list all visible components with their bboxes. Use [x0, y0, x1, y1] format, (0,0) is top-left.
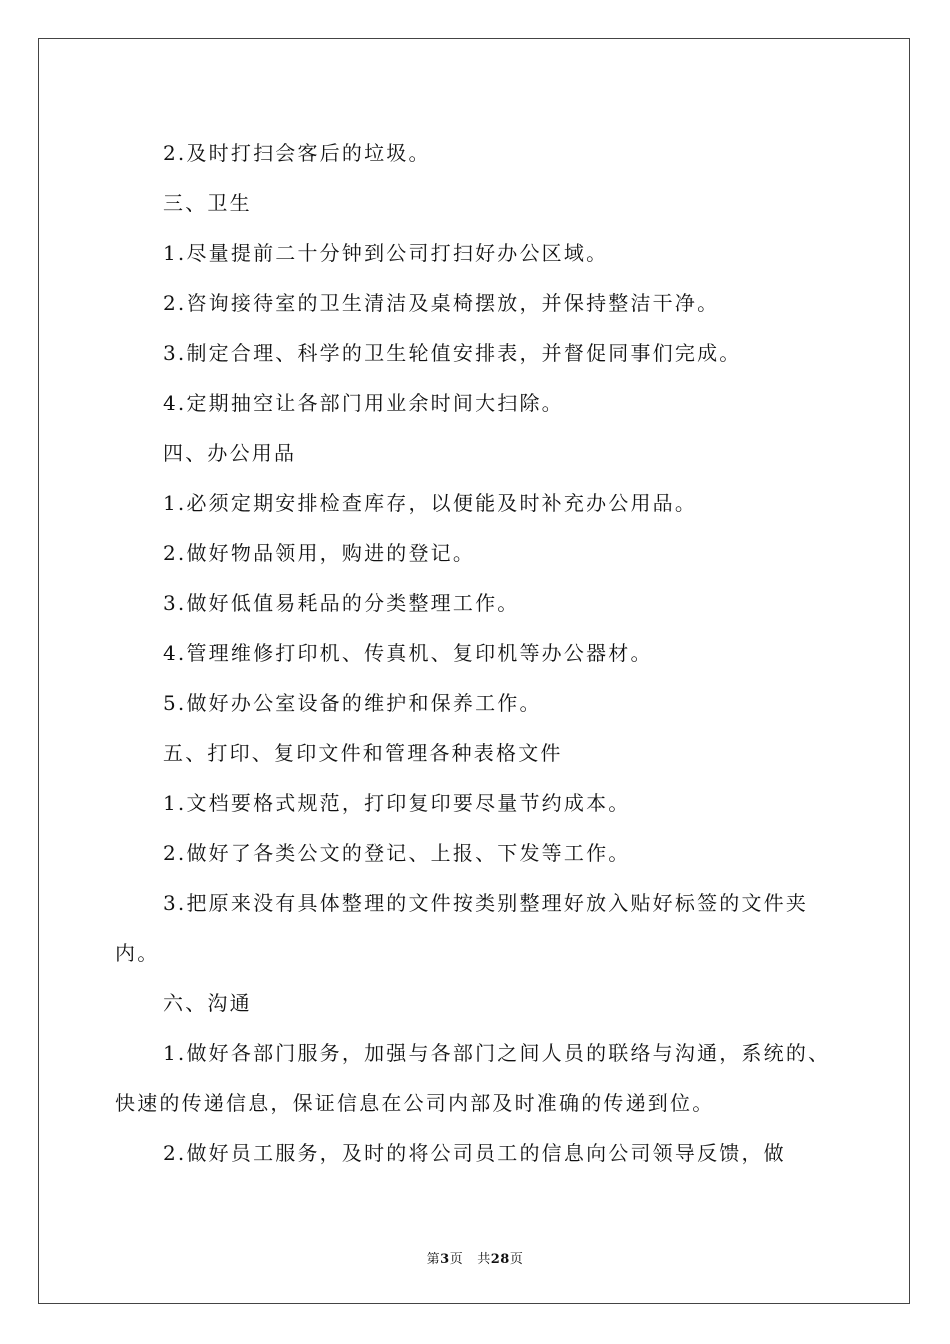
paragraph: 5.做好办公室设备的维护和保养工作。	[163, 691, 542, 715]
document-body	[115, 128, 835, 1178]
paragraph: 4.定期抽空让各部门用业余时间大扫除。	[163, 391, 564, 415]
paragraph: 1.尽量提前二十分钟到公司打扫好办公区域。	[163, 241, 609, 265]
paragraph: 4.管理维修打印机、传真机、复印机等办公器材。	[163, 641, 653, 665]
paragraph: 1.文档要格式规范，打印复印要尽量节约成本。	[163, 791, 631, 815]
paragraph: 1.做好各部门服务，加强与各部门之间人员的联络与沟通，系统的、快速的传递信息，保证信息在公司内部及时准确的传递到位。	[115, 1041, 831, 1115]
page-number-prefix: 第	[426, 1252, 441, 1267]
paragraph: 2.做好了各类公文的登记、上报、下发等工作。	[163, 841, 631, 865]
paragraph: 2.咨询接待室的卫生清洁及桌椅摆放，并保持整洁干净。	[163, 291, 720, 315]
page-number-suffix: 页	[449, 1252, 464, 1267]
section-heading: 五、打印、复印文件和管理各种表格文件	[163, 741, 563, 765]
paragraph: 3.做好低值易耗品的分类整理工作。	[163, 591, 520, 615]
paragraph: 3.把原来没有具体整理的文件按类别整理好放入贴好标签的文件夹内。	[115, 891, 809, 965]
page-number-total: 28	[490, 1252, 510, 1267]
section-heading: 六、沟通	[163, 991, 252, 1015]
section-heading: 三、卫生	[163, 191, 252, 215]
paragraph: 2.做好员工服务，及时的将公司员工的信息向公司领导反馈，做	[163, 1141, 786, 1165]
paragraph: 2.做好物品领用，购进的登记。	[163, 541, 476, 565]
paragraph: 3.制定合理、科学的卫生轮值安排表，并督促同事们完成。	[163, 341, 742, 365]
page-total-prefix: 共	[477, 1252, 491, 1267]
section-heading: 四、办公用品	[163, 441, 297, 465]
page-footer	[0, 1248, 950, 1267]
paragraph: 1.必须定期安排检查库存，以便能及时补充办公用品。	[163, 491, 698, 515]
page-number-current: 3	[440, 1252, 450, 1267]
page-total-suffix: 页	[509, 1252, 524, 1267]
paragraph: 2.及时打扫会客后的垃圾。	[163, 141, 431, 165]
